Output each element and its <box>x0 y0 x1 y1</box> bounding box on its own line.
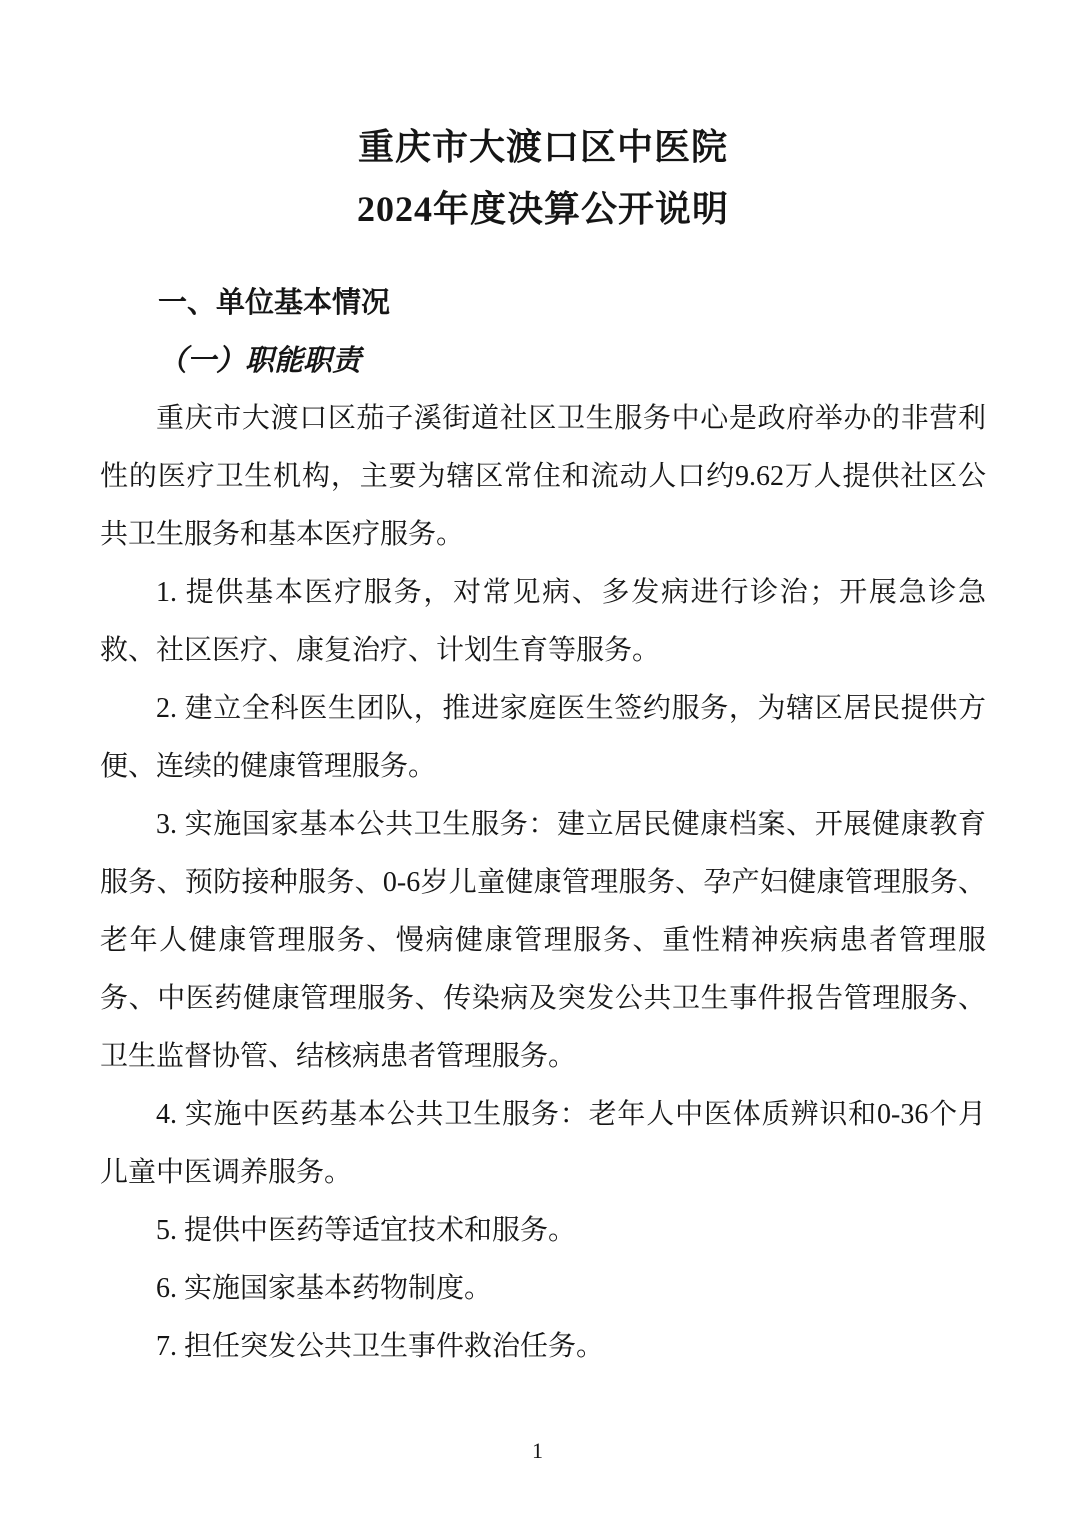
body-text <box>100 390 986 1376</box>
subsection-heading-functions-duties: （一）职能职责 <box>158 345 362 377</box>
document-title-line-1: 重庆市大渡口区中医院 <box>357 127 728 167</box>
body-paragraph-item-1: 1. 提供基本医疗服务，对常见病、多发病进行诊治；开展急诊急救、社区医疗、康复治疗、计划生育等服务。 <box>100 577 986 666</box>
body-paragraph-item-4: 4. 实施中医药基本公共卫生服务：老年人中医体质辨识和0-36个月儿童中医调养服务。 <box>100 1099 986 1188</box>
page-number: 1 <box>532 1438 543 1463</box>
body-paragraph-item-5: 5. 提供中医药等适宜技术和服务。 <box>156 1215 577 1246</box>
body-paragraph-item-2: 2. 建立全科医生团队，推进家庭医生签约服务，为辖区居民提供方便、连续的健康管理服务。 <box>100 693 986 782</box>
body-paragraph-item-6: 6. 实施国家基本药物制度。 <box>156 1273 493 1304</box>
section-heading-unit-basic-info: 一、单位基本情况 <box>158 287 391 319</box>
body-paragraph-item-7: 7. 担任突发公共卫生事件救治任务。 <box>156 1331 605 1362</box>
body-paragraph-item-3: 3. 实施国家基本公共卫生服务：建立居民健康档案、开展健康教育服务、预防接种服务、0-6岁儿童健康管理服务、孕产妇健康管理服务、老年人健康管理服务、慢病健康管理服务、重性精神疾病患者管理服务、中医药健康管理服务、传染病及突发公共卫生事件报告管理服务、卫生监督协管、结核病患者管理服务。 <box>100 809 986 1072</box>
body-paragraph-intro: 重庆市大渡口区茄子溪街道社区卫生服务中心是政府举办的非营利性的医疗卫生机构，主要为辖区常住和流动人口约9.62万人提供社区公共卫生服务和基本医疗服务。 <box>100 403 986 550</box>
document-title-line-2: 2024年度决算公开说明 <box>356 189 729 229</box>
document-title <box>100 0 986 240</box>
